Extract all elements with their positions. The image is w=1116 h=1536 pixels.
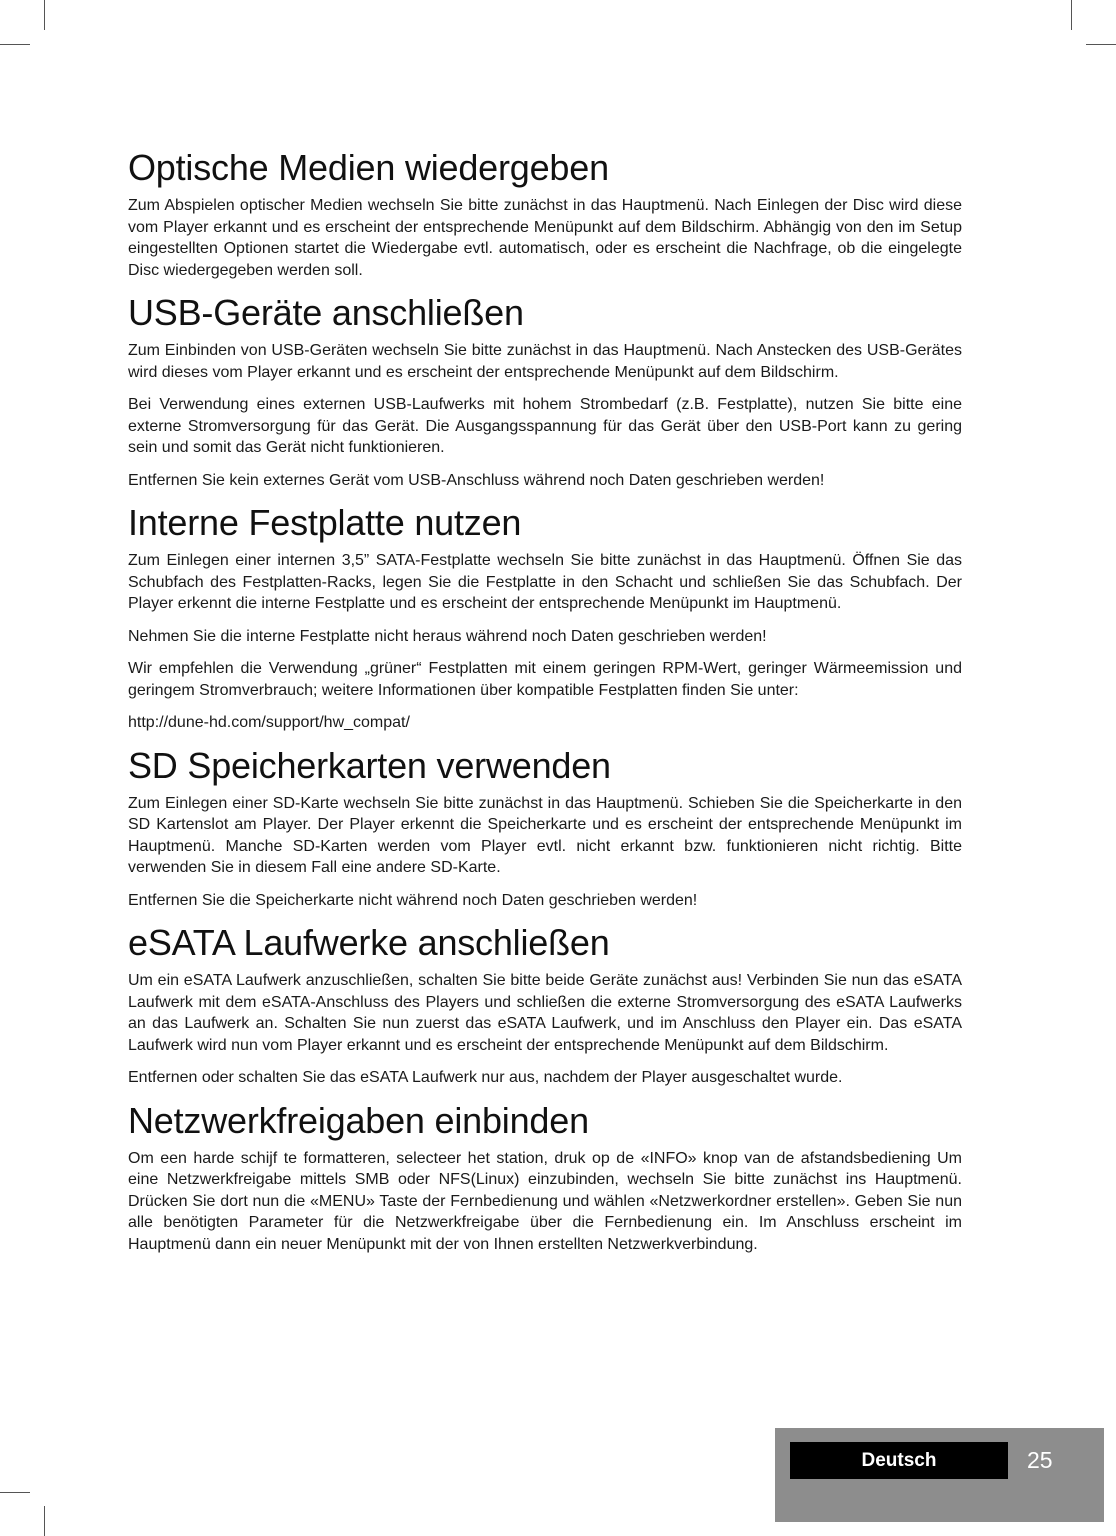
section-optical-media: [128, 147, 962, 281]
section-title: Optische Medien wiedergeben: [128, 147, 609, 188]
paragraph: Entfernen Sie die Speicherkarte nicht während noch Daten geschrieben werden!: [128, 891, 698, 909]
crop-mark: [44, 1506, 45, 1536]
section-usb: [128, 292, 962, 491]
paragraph: Wir empfehlen die Verwendung „grüner“ Festplatten mit einem geringen RPM-Wert, geringer Wärmeemission und geringem Stromverbrauch; weitere Informationen über kompatible Festplatten finden Sie unter:: [128, 660, 962, 699]
paragraph: Entfernen oder schalten Sie das eSATA Laufwerk nur aus, nachdem der Player ausgeschaltet wurde.: [128, 1069, 843, 1086]
paragraph: Um ein eSATA Laufwerk anzuschließen, schalten Sie bitte beide Geräte zunächst aus! Verbinden Sie nun das eSATA Laufwerk mit dem eSATA-Anschluss des Players und schließen die externe Stromversorgung des eSATA Laufwerks an das Laufwerk an. Schalten Sie nun zuerst das eSATA Laufwerk, und im Anschluss den Player ein. Das eSATA Laufwerk wird nun vom Player erkannt und es erscheint der entsprechende Menüpunkt auf dem Bildschirm.: [128, 972, 962, 1054]
paragraph: Bei Verwendung eines externen USB-Laufwerks mit hohem Strombedarf (z.B. Festplatte), nutzen Sie bitte eine externe Stromversorgung für das Gerät. Die Ausgangsspannung für das Gerät über den USB-Port kann zu gering sein und somit das Gerät nicht funktionieren.: [128, 396, 962, 456]
section-title: USB-Geräte anschließen: [128, 292, 524, 333]
paragraph: Zum Einlegen einer internen 3,5” SATA-Festplatte wechseln Sie bitte zunächst in das Hauptmenü. Öffnen Sie das Schubfach des Festplatten-Racks, legen Sie die Festplatte in den Schacht und schließen Sie das Schubfach. Der Player erkennt die interne Festplatte und es erscheint der entsprechende Menüpunkt im Hauptmenü.: [128, 552, 962, 612]
section-internal-hdd: [128, 502, 962, 734]
paragraph: Om een harde schijf te formatteren, selecteer het station, druk op de «INFO» knop van de afstandsbediening Um eine Netzwerkfreigabe mittels SMB oder NFS(Linux) einzubinden, wechseln Sie bitte zunächst ins Hauptmenü. Drücken Sie dort nun die «MENU» Taste der Fernbedienung und wählen «Netzwerkordner erstellen». Geben Sie nun alle benötigten Parameter für die Netzwerkfreigabe über die Fernbedienung ein. Im Anschluss erscheint im Hauptmenü dann ein neuer Menüpunkt mit der von Ihnen erstellten Netzwerkverbindung.: [128, 1149, 962, 1253]
paragraph: Nehmen Sie die interne Festplatte nicht heraus während noch Daten geschrieben werden!: [128, 627, 767, 645]
paragraph: Zum Abspielen optischer Medien wechseln Sie bitte zunächst in das Hauptmenü. Nach Einlegen der Disc wird diese vom Player erkannt und es erscheint der entsprechende Menüpunkt auf dem Bildschirm. Abhängig von den im Setup eingestellten Optionen startet die Wiedergabe evtl. automatisch, oder es erscheint die Nachfrage, ob die eingelegte Disc wiedergegeben werden soll.: [128, 197, 962, 279]
paragraph: Zum Einbinden von USB-Geräten wechseln Sie bitte zunächst in das Hauptmenü. Nach Anstecken des USB-Gerätes wird dieses vom Player erkannt und es erscheint der entsprechende Menüpunkt auf dem Bildschirm.: [128, 342, 962, 381]
crop-mark: [0, 1492, 30, 1493]
section-title: eSATA Laufwerke anschließen: [128, 922, 610, 963]
crop-mark: [44, 0, 45, 30]
page-number: 25: [1027, 1447, 1053, 1473]
page-content: [128, 147, 962, 1266]
crop-mark: [1071, 0, 1072, 30]
section-network-shares: [128, 1100, 962, 1256]
language-label: Deutsch: [790, 1442, 1008, 1479]
section-title: Interne Festplatte nutzen: [128, 502, 522, 543]
section-sd-card: [128, 745, 962, 912]
url-text: http://dune-hd.com/support/hw_compat/: [128, 714, 410, 731]
page-footer: [775, 1428, 1104, 1522]
section-title: SD Speicherkarten verwenden: [128, 744, 611, 786]
section-title: Netzwerkfreigaben einbinden: [128, 1099, 589, 1141]
paragraph: Entfernen Sie kein externes Gerät vom USB-Anschluss während noch Daten geschrieben werden!: [128, 471, 825, 489]
paragraph: Zum Einlegen einer SD-Karte wechseln Sie bitte zunächst in das Hauptmenü. Schieben Sie die Speicherkarte in den SD Kartenslot am Player. Der Player erkennt die Speicherkarte und es erscheint der entsprechende Menüpunkt im Hauptmenü. Manche SD-Karten werden vom Player evtl. nicht erkannt bzw. funktionieren nicht richtig. Bitte verwenden Sie in diesem Fall eine andere SD-Karte.: [128, 794, 962, 876]
crop-mark: [0, 44, 30, 45]
section-esata: [128, 922, 962, 1089]
crop-mark: [1086, 44, 1116, 45]
